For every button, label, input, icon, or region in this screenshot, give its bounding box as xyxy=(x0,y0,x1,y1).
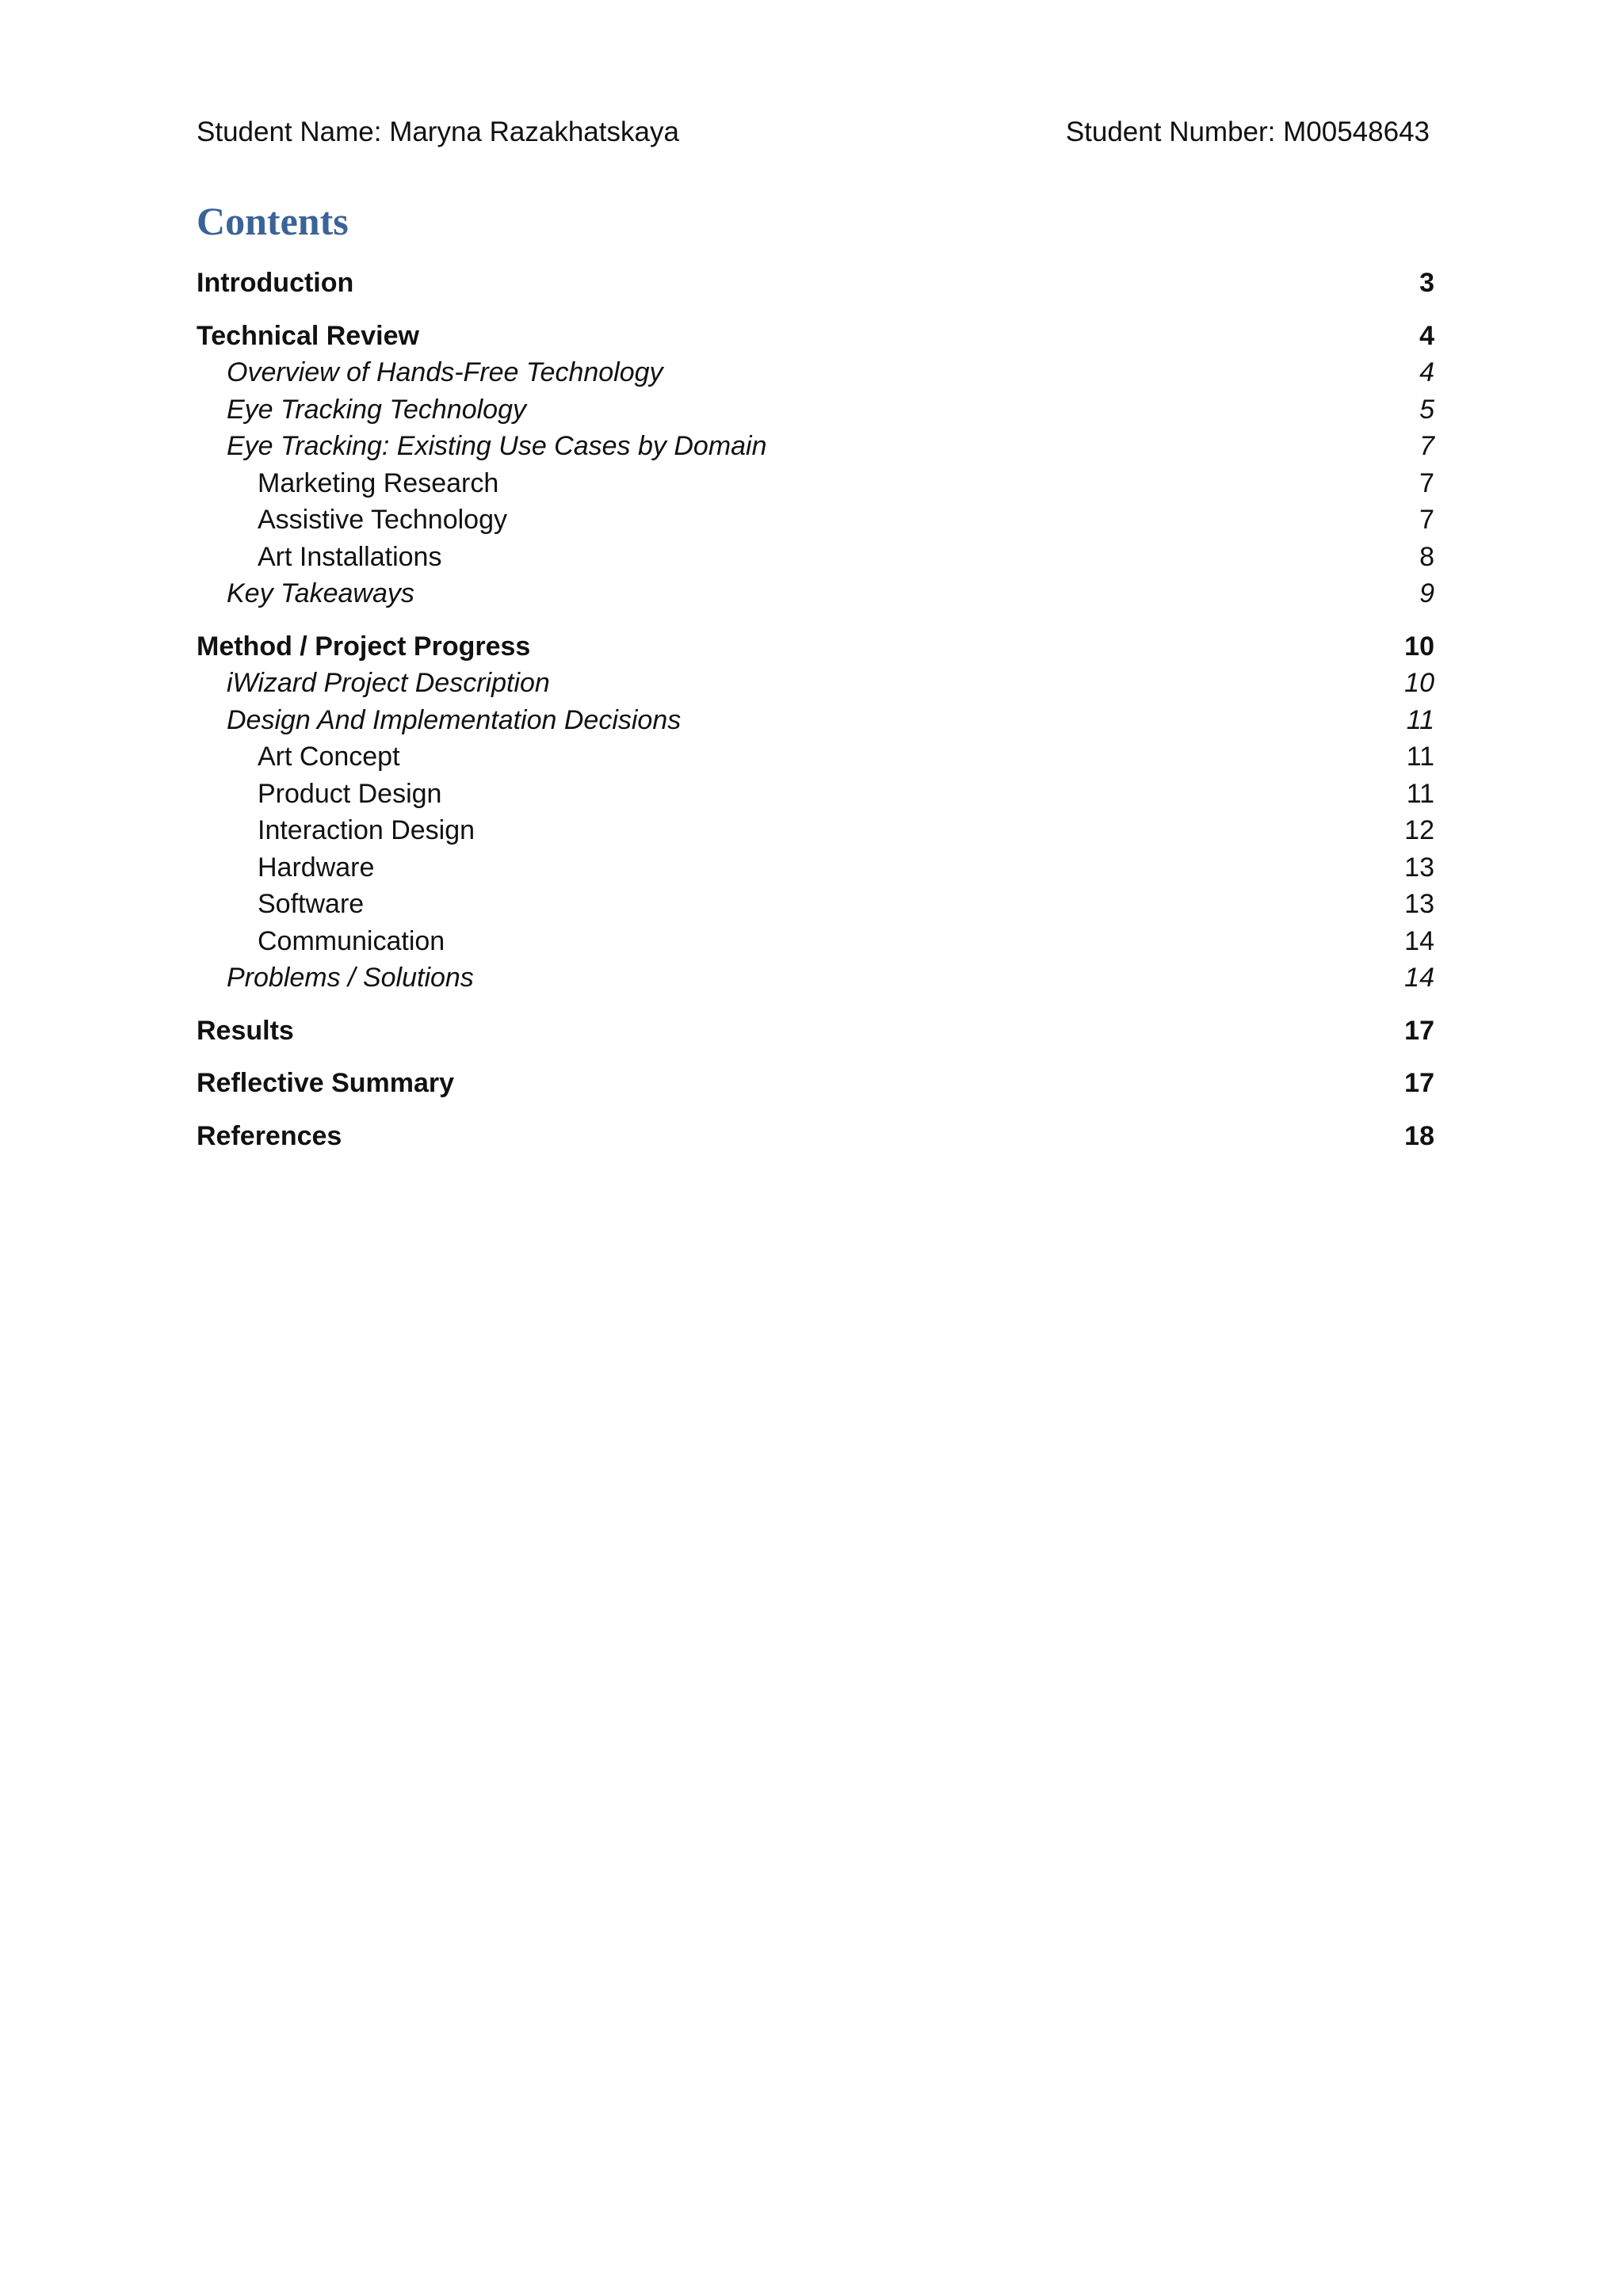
toc-entry-title: Key Takeaways xyxy=(227,578,414,608)
toc-entry-title: Product Design xyxy=(258,778,442,809)
toc-entry[interactable] xyxy=(197,318,1434,355)
toc-entry-title: Communication xyxy=(258,925,445,956)
toc-entry-page-number: 17 xyxy=(1404,1068,1434,1098)
toc-entry-page-number: 7 xyxy=(1419,505,1434,535)
toc-title: Contents xyxy=(197,199,349,243)
toc-entry-title: Reflective Summary xyxy=(197,1068,455,1098)
toc-entry-title: References xyxy=(197,1120,342,1151)
toc-entry[interactable] xyxy=(197,1065,1434,1102)
toc-entry-page-number: 11 xyxy=(1406,704,1434,735)
toc-entry-title: iWizard Project Description xyxy=(227,668,550,698)
toc-entry-title: Eye Tracking: Existing Use Cases by Domain xyxy=(227,431,767,461)
toc-entry-title: Hardware xyxy=(258,852,375,883)
toc-entry[interactable] xyxy=(197,265,1434,302)
toc-entry[interactable] xyxy=(197,465,1434,502)
toc-entry[interactable] xyxy=(197,575,1434,612)
page-header xyxy=(197,113,1430,152)
toc-entry-page-number: 4 xyxy=(1419,357,1434,387)
table-of-contents xyxy=(197,265,1434,1154)
toc-entry-title: Assistive Technology xyxy=(258,505,507,535)
toc-entry-page-number: 4 xyxy=(1419,320,1434,351)
toc-entry[interactable] xyxy=(197,539,1434,576)
toc-entry-page-number: 17 xyxy=(1404,1015,1434,1046)
toc-entry-title: Results xyxy=(197,1015,294,1046)
toc-entry-title: Software xyxy=(258,889,365,919)
toc-entry[interactable] xyxy=(197,1013,1434,1050)
toc-entry-page-number: 5 xyxy=(1419,394,1434,425)
toc-entry[interactable] xyxy=(197,959,1434,997)
toc-entry-title: Problems / Solutions xyxy=(227,963,474,993)
toc-entry-title: Design And Implementation Decisions xyxy=(227,704,682,735)
toc-entry[interactable] xyxy=(197,502,1434,539)
student-number: Student Number: M00548643 xyxy=(1065,116,1430,147)
toc-entry-page-number: 7 xyxy=(1419,431,1434,461)
toc-entry[interactable] xyxy=(197,849,1434,887)
toc-entry-title: Technical Review xyxy=(197,320,419,351)
toc-entry[interactable] xyxy=(197,391,1434,429)
toc-entry[interactable] xyxy=(197,923,1434,960)
toc-entry-page-number: 10 xyxy=(1404,631,1434,662)
toc-entry-page-number: 8 xyxy=(1419,541,1434,572)
toc-entry-page-number: 9 xyxy=(1419,578,1434,608)
toc-entry-page-number: 11 xyxy=(1406,742,1434,772)
toc-entry-page-number: 12 xyxy=(1404,815,1434,845)
student-name: Student Name: Maryna Razakhatskaya xyxy=(197,116,679,147)
toc-entry-title: Eye Tracking Technology xyxy=(227,394,526,425)
toc-entry-title: Art Concept xyxy=(258,742,400,772)
toc-entry-title: Introduction xyxy=(197,268,354,298)
toc-entry[interactable] xyxy=(197,628,1434,666)
toc-entry-title: Marketing Research xyxy=(258,467,499,498)
toc-entry-page-number: 13 xyxy=(1404,889,1434,919)
toc-entry-title: Method / Project Progress xyxy=(197,631,531,662)
toc-entry[interactable] xyxy=(197,812,1434,849)
toc-entry-page-number: 7 xyxy=(1419,467,1434,498)
toc-entry[interactable] xyxy=(197,1118,1434,1155)
toc-entry[interactable] xyxy=(197,886,1434,923)
toc-entry[interactable] xyxy=(197,665,1434,702)
toc-entry-page-number: 14 xyxy=(1404,925,1434,956)
toc-entry[interactable] xyxy=(197,738,1434,776)
toc-entry-title: Interaction Design xyxy=(258,815,475,845)
toc-entry-page-number: 18 xyxy=(1404,1120,1434,1151)
toc-entry-page-number: 13 xyxy=(1404,852,1434,883)
toc-entry-page-number: 10 xyxy=(1404,668,1434,698)
toc-entry-page-number: 11 xyxy=(1406,778,1434,809)
toc-entry[interactable] xyxy=(197,428,1434,465)
toc-entry[interactable] xyxy=(197,702,1434,739)
toc-entry[interactable] xyxy=(197,354,1434,391)
toc-entry-title: Art Installations xyxy=(258,541,442,572)
toc-entry-page-number: 14 xyxy=(1404,963,1434,993)
toc-entry-title: Overview of Hands-Free Technology xyxy=(227,357,663,387)
toc-entry[interactable] xyxy=(197,776,1434,813)
toc-entry-page-number: 3 xyxy=(1419,268,1434,298)
